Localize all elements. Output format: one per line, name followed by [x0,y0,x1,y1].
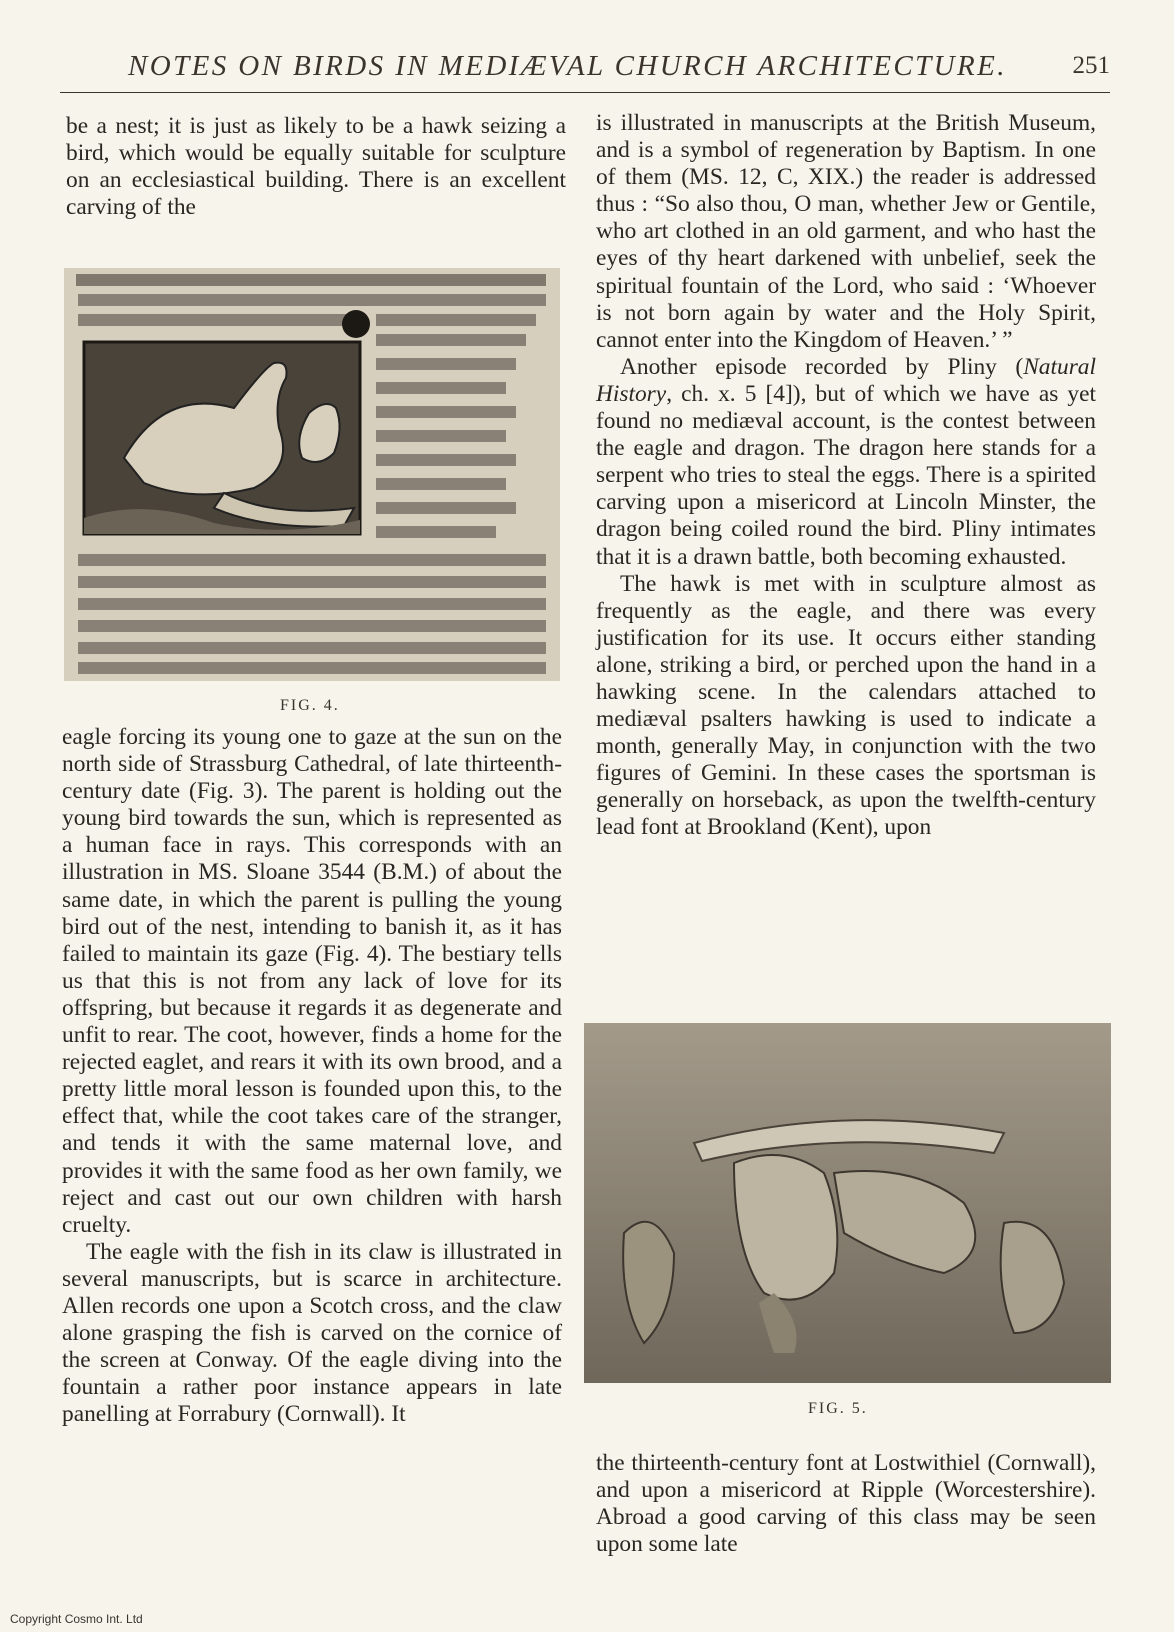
figure-4-manuscript-image [64,268,560,681]
left-paragraph-1: be a nest; it is just as likely to be a hawk seizing a bird, which would be equally suitable for sculpture on an ecclesiastical building. There is an excellent carving of the [66,113,566,221]
page-number: 251 [1072,52,1110,79]
manuscript-eagle-illustration [64,268,560,681]
left-paragraph-2: eagle forcing its young one to gaze at the sun on the north side of Strassburg Cathedral, of late thirteenth-century date (Fig. 3). The parent is holding out the young bird towards the sun, which is represented as a human face in rays. This corresponds with an illustration in MS. Sloane 3544 (B.M.) of about the same date, in which the parent is pulling the young bird out of the nest, intending to banish it, as it has failed to maintain its gaze (Fig. 4). The bestiary tells us that this is not from any lack of love for its offspring, but because it regards it as degenerate and unfit to rear. The coot, however, finds a home for the rejected eaglet, and rears it with its own brood, and a pretty little moral lesson is founded upon this, to the effect that, while the coot takes care of the stranger, and tends it with the same maternal love, and provides it with the same food as her own family, we reject and cast out our own children with harsh cruelty. [62,724,562,1238]
left-column-bottom [62,724,562,1428]
right-paragraph-4: the thirteenth-century font at Lostwithiel (Cornwall), and upon a misericord at Ripple (Worcestershire). Abroad a good carving of this class may be seen upon some late [596,1450,1096,1558]
right-column-bottom [596,1450,1096,1558]
right-paragraph-2 [596,354,1096,571]
running-header [60,48,1110,93]
copyright-watermark: Copyright Cosmo Int. Ltd [10,1612,143,1626]
figure-5-misericord-photo [584,1023,1111,1383]
figure-5-caption: FIG. 5. [808,1400,868,1417]
figure-4-caption: FIG. 4. [280,697,340,714]
natural-history-title: Natural History [596,353,1096,407]
right-paragraph-2-rest: , ch. x. 5 [4]), but of which we have as yet found no mediæval account, is the contest between the eagle and dragon. The dragon here stands for a serpent who tries to steal the eggs. There is a spirited carving upon a misericord at Lincoln Minster, the dragon being coiled round the bird. Pliny intimates that it is a drawn battle, both becoming exhausted. [596,380,1096,570]
right-paragraph-1: is illustrated in manuscripts at the British Museum, and is a symbol of regeneration by Baptism. In one of them (MS. 12, C, XIX.) the reader is addressed thus : “So also thou, O man, whether Jew or Gentile, who art clothed in an old garment, and who hast the eyes of thy heart darkened with unbelief, seek the spiritual fountain of the Lord, who said : ‘Whoever is not born again by water and the Holy Spirit, cannot enter into the Kingdom of Heaven.’ ” [596,110,1096,353]
right-paragraph-2-start: Another episode recorded by Pliny ( [620,353,1024,380]
left-paragraph-3: The eagle with the fish in its claw is illustrated in several manuscripts, but is scarce in architecture. Allen records one upon a Scotch cross, and the claw alone grasping the fish is carved on the cornice of the screen at Conway. Of the eagle diving into the fountain a rather poor instance appears in late panelling at Forrabury (Cornwall). It [62,1238,562,1428]
left-column-top [66,113,566,221]
right-column-top [596,110,1096,842]
misericord-carving-photo [584,1023,1111,1383]
right-paragraph-3: The hawk is met with in sculpture almost as frequently as the eagle, and there was every justification for its use. It occurs either standing alone, striking a bird, or perched upon the hand in a hawking scene. In the calendars attached to mediæval psalters hawking is used to indicate a month, generally May, in conjunction with the two figures of Gemini. In these cases the sportsman is generally on horseback, as upon the twelfth-century lead font at Brookland (Kent), upon [596,570,1096,841]
running-title: NOTES ON BIRDS IN MEDIÆVAL CHURCH ARCHITECTURE. [128,50,1007,82]
